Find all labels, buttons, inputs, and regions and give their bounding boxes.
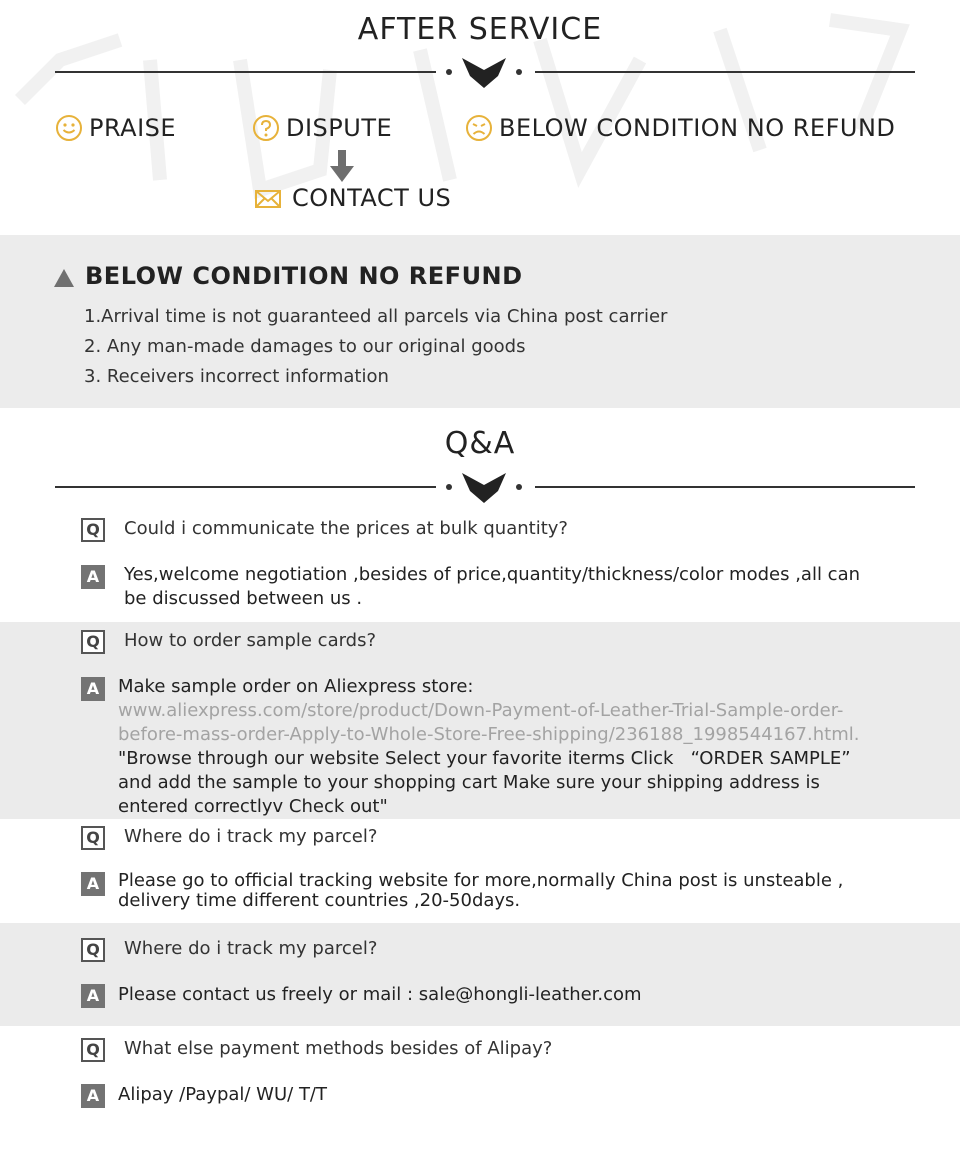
answer-badge: A: [81, 677, 105, 701]
section-divider: [0, 467, 960, 507]
dispute-label: DISPUTE: [286, 114, 393, 142]
answer-badge: A: [81, 984, 105, 1008]
no-refund-item: 2. Any man-made damages to our original goods: [84, 336, 526, 357]
question-badge: Q: [81, 630, 105, 654]
question-badge: Q: [81, 1038, 105, 1062]
dispute-item: [252, 114, 392, 142]
question-text: How to order sample cards?: [124, 630, 377, 651]
question-text: What else payment methods besides of Alipay?: [124, 1038, 553, 1059]
answer-text: Make sample order on Aliexpress store: www.aliexpress.com/store/product/Down-Payment-of-Leather-Trial-Sample-order- before-mass-order-Apply-to-Whole-Store-Free-shipping/236188_1998544167.html. "Browse through our website Select your favorite iterms Click “ORDER SAMPLE” and add the sample to your shopping cart Make sure your shipping address is entered correctlyv Check out": [118, 676, 860, 817]
answer-text: Alipay /Paypal/ WU/ T/T: [118, 1084, 327, 1105]
praise-item: [55, 114, 176, 142]
arrow-down-icon: [330, 150, 354, 182]
question-icon: [252, 114, 280, 142]
sad-icon: [465, 114, 493, 142]
no-refund-item: 3. Receivers incorrect information: [84, 366, 389, 387]
answer-text: Yes,welcome negotiation ,besides of price,quantity/thickness/color modes ,all can be discussed between us .: [124, 564, 861, 609]
no-refund-item: 1.Arrival time is not guaranteed all parcels via China post carrier: [84, 306, 668, 327]
answer-badge: A: [81, 1084, 105, 1108]
question-text: Where do i track my parcel?: [124, 938, 378, 959]
qa-title: Q&A: [444, 426, 516, 461]
answer-badge: A: [81, 872, 105, 896]
no-refund-title: BELOW CONDITION NO REFUND: [85, 262, 523, 290]
question-badge: Q: [81, 518, 105, 542]
question-text: Could i communicate the prices at bulk quantity?: [124, 518, 568, 539]
answer-text: Please contact us freely or mail : sale@hongli-leather.com: [118, 984, 642, 1005]
sample-order-link[interactable]: before-mass-order-Apply-to-Whole-Store-Free-shipping/236188_1998544167.html.: [118, 724, 860, 745]
envelope-icon: [254, 184, 282, 212]
triangle-icon: [53, 268, 75, 288]
contact-item: [254, 184, 451, 212]
praise-label: PRAISE: [89, 114, 177, 142]
answer-text: Please go to official tracking website for more,normally China post is unsteable , delivery time different countries ,20-50days.: [118, 870, 844, 911]
section-divider: [0, 52, 960, 92]
question-text: Where do i track my parcel?: [124, 826, 378, 847]
sample-order-link[interactable]: www.aliexpress.com/store/product/Down-Payment-of-Leather-Trial-Sample-order-: [118, 700, 844, 721]
question-badge: Q: [81, 938, 105, 962]
contact-label: CONTACT US: [292, 184, 452, 212]
after-service-title: AFTER SERVICE: [357, 12, 603, 47]
smile-icon: [55, 114, 83, 142]
below-condition-item: [465, 114, 895, 142]
below-condition-label: BELOW CONDITION NO REFUND: [499, 114, 896, 142]
answer-badge: A: [81, 565, 105, 589]
question-badge: Q: [81, 826, 105, 850]
